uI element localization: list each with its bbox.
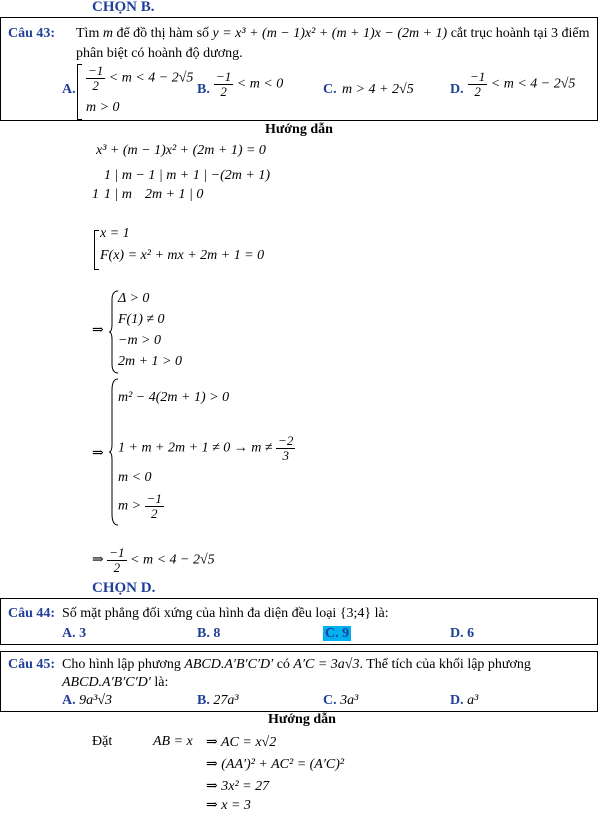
q44-opt-a (62, 626, 86, 642)
q43-text-4: phân biệt có hoành độ dương. (76, 46, 243, 61)
sol45-line1-a: AB = x (153, 734, 193, 749)
sol43-sys2-d-text: m > (118, 498, 142, 514)
q45-opt-d (450, 693, 478, 709)
sol43-eq1: x³ + (m − 1)x² + (2m + 1) = 0 (96, 143, 266, 158)
q44-opt-d (450, 626, 474, 642)
q45-opt-a-label: A. (62, 693, 76, 708)
q45-text-b: có (276, 657, 290, 672)
q43-m: m (102, 26, 113, 41)
sol43-case-1: x = 1 (100, 226, 130, 241)
q44-opt-a-text: A. 3 (62, 626, 87, 641)
q45-opt-b-label: B. (197, 693, 210, 708)
q44-opt-b-text: B. 8 (197, 626, 221, 641)
q43-opt-c-label: C. (323, 82, 337, 97)
q43-solution-heading: Hướng dẫn (265, 122, 333, 137)
q43-opt-c: m > 4 + 2√5 (342, 82, 414, 97)
q45-text-d: là: (154, 675, 169, 690)
sol43-result-rest: < m < 4 − 2√5 (130, 552, 215, 568)
q43-function: y = x³ + (m − 1)x² + (m + 1)x − (2m + 1) (212, 26, 448, 41)
q45-text-c: . Thể tích của khối lập phương (359, 657, 531, 672)
q45-label: Câu 45: (8, 657, 56, 672)
q45-shape-2: ABCD.A′B′C′D′ (62, 675, 151, 690)
sol45-line2: ⇒ (AA′)² + AC² = (A′C)² (206, 757, 345, 772)
q45-text-1 (62, 657, 531, 673)
sol43-sys2-b-den: 3 (282, 448, 289, 463)
q43-opt-a-line1 (86, 64, 193, 93)
q43-opt-d-label: D. (450, 82, 464, 97)
q45-opt-a (62, 693, 112, 709)
q43-text-2: để đồ thị hàm số (116, 26, 210, 41)
sol43-sys2-d (118, 492, 164, 521)
sol43-sys2-a: m² − 4(2m + 1) > 0 (118, 390, 230, 405)
q43-opt-b (214, 70, 283, 99)
q45-opt-b (197, 693, 239, 709)
sol43-case-bracket (94, 230, 99, 270)
sol43-sys2-d-den: 2 (150, 506, 158, 521)
q45-opt-c-text: 3a³ (340, 693, 359, 708)
q45-condition: A′C = 3a√3 (293, 657, 360, 672)
q43-opt-b-den: 2 (220, 84, 227, 99)
q44-opt-c-text: C. 9 (325, 626, 350, 641)
sol45-line3: ⇒ 3x² = 27 (206, 779, 270, 794)
q45-solution-heading: Hướng dẫn (268, 712, 336, 727)
q43-opt-b-num: −1 (216, 69, 232, 84)
sol43-sys2-b (118, 434, 295, 463)
q45-opt-c (323, 693, 358, 709)
sol43-sys1-arrow: ⇒ (92, 323, 104, 338)
q44-label: Câu 44: (8, 606, 56, 621)
q44-opt-d-text: D. 6 (450, 626, 475, 641)
sol43-sys2-d-num: −1 (146, 491, 162, 506)
q43-opt-a-num: −1 (88, 63, 104, 78)
q43-opt-b-label: B. (197, 82, 210, 97)
q43-text-3: cắt trục hoành tại 3 điểm (450, 26, 590, 41)
sol43-result (92, 546, 215, 575)
q44-opt-c (323, 626, 351, 642)
sol43-sys1-b: F(1) ≠ 0 (118, 312, 165, 327)
chon-d-label: CHỌN D. (92, 580, 156, 596)
sol43-sys2-b-num: −2 (278, 433, 294, 448)
sol45-line1-b: ⇒ AC = x√2 (206, 735, 277, 750)
sol43-sys2-c: m < 0 (118, 470, 152, 485)
sol43-sys1-a: Δ > 0 (118, 291, 150, 306)
q43-opt-a-line2: m > 0 (86, 100, 120, 115)
sol43-horner-row2-b: 1 | m (104, 187, 132, 202)
q43-opt-d-den: 2 (474, 84, 481, 99)
chon-b-label: CHỌN B. (92, 0, 155, 15)
sol43-sys2-arrow: ⇒ (92, 446, 104, 461)
q43-opt-a-bracket (77, 64, 82, 120)
sol43-sys1-d: 2m + 1 > 0 (118, 354, 183, 369)
q43-opt-a-rest: < m < 4 − 2√5 (108, 70, 194, 86)
q43-opt-d-num: −1 (470, 69, 486, 84)
q45-text-a: Cho hình lập phương (62, 657, 181, 672)
q45-opt-d-text: a³ (467, 693, 479, 708)
q44-opt-b (197, 626, 220, 642)
q43-opt-d-rest: < m < 4 − 2√5 (490, 76, 576, 92)
q43-label: Câu 43: (8, 26, 56, 41)
sol43-horner-row2-c: 2m + 1 | 0 (145, 187, 204, 202)
sol43-sys1-c: −m > 0 (118, 333, 162, 348)
sol43-sys2-b-text: 1 + m + 2m + 1 ≠ 0 → m ≠ (118, 440, 273, 456)
sol43-horner-row1: 1 | m − 1 | m + 1 | −(2m + 1) (104, 168, 270, 183)
q43-opt-d (468, 70, 575, 99)
sol43-case-2: F(x) = x² + mx + 2m + 1 = 0 (100, 248, 265, 263)
sol43-result-den: 2 (113, 560, 121, 575)
sol43-result-num: −1 (109, 545, 125, 560)
q44-type: {3;4} (339, 606, 372, 621)
q45-opt-b-text: 27a³ (213, 693, 239, 708)
q43-opt-b-rest: < m < 0 (236, 76, 284, 92)
q43-opt-a-den: 2 (92, 78, 99, 93)
q45-text-2 (62, 675, 168, 691)
q43-text-1 (76, 26, 590, 42)
q45-opt-d-label: D. (450, 693, 464, 708)
q44-text (62, 606, 389, 622)
q45-opt-c-label: C. (323, 693, 337, 708)
q44-question: Số mặt phẳng đối xứng của hình đa diện đều loại (62, 606, 337, 621)
q43-opt-a-label: A. (62, 82, 76, 97)
q45-opt-a-text: 9a³√3 (79, 693, 113, 708)
q43-tim: Tìm (76, 26, 100, 41)
sol43-result-arrow: ⇒ (92, 552, 104, 568)
sol45-line4: ⇒ x = 3 (206, 798, 251, 813)
sol45-dat: Đặt (92, 734, 113, 749)
q44-text-end: là: (374, 606, 389, 621)
sol43-horner-row2-a: 1 (92, 187, 99, 202)
q45-shape: ABCD.A′B′C′D′ (184, 657, 274, 672)
